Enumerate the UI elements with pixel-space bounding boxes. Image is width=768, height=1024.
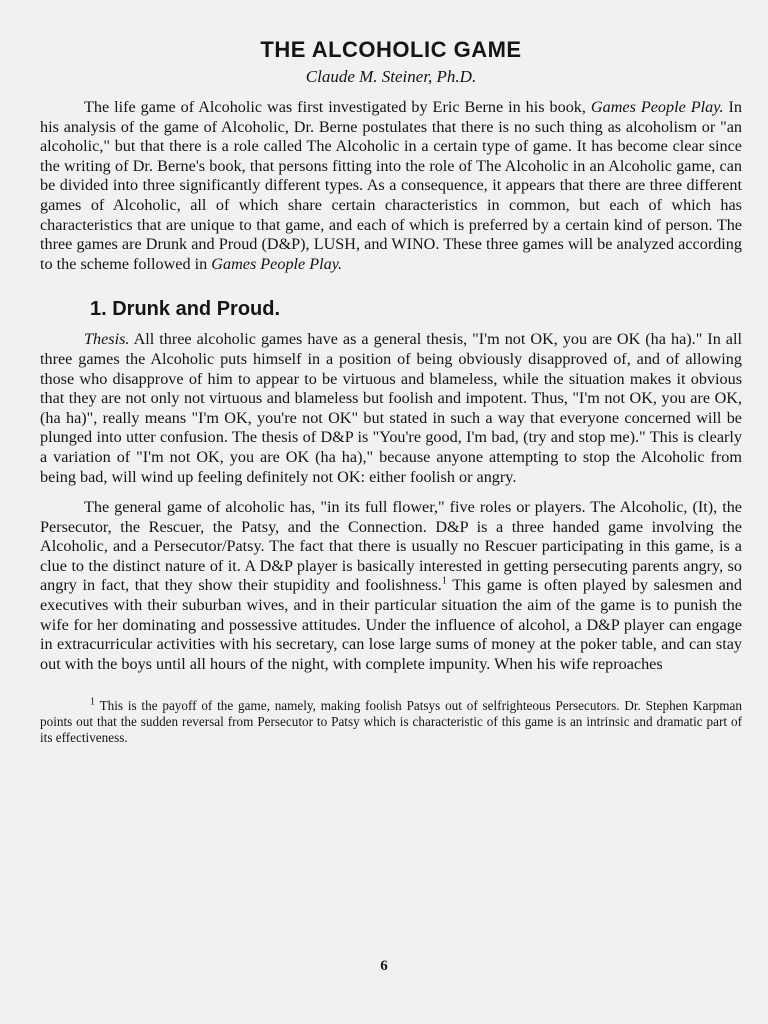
book-title: Games People Play. [590, 98, 724, 116]
roles-text-b: This game is often played by salesmen and executives with their suburban wives, and in their particular situation the aim of the game is to punish the wife for her dominating and possessive attitudes. Under the influence of alcohol, a D&P player can engage in extracurricular activities with his secretary, can lose large sums of money at the poker table, and can stay out with the boys until all hours of the night, with complete impunity. When his wife reproaches [40, 576, 742, 673]
page-content [40, 36, 742, 746]
footnote-text: This is the payoff of the game, namely, making foolish Patsys out of selfrighteous Persecutors. Dr. Stephen Karpman points out that the sudden reversal from Persecutor to Patsy which is characteristic of this game is an intrinsic and dramatic part of its effectiveness. [40, 698, 743, 746]
intro-paragraph [40, 98, 742, 274]
footnote-ref: 1 [441, 576, 447, 588]
thesis-paragraph [40, 330, 742, 487]
section-heading: 1. Drunk and Proud. [90, 298, 281, 321]
footnote [40, 698, 742, 746]
thesis-text: All three alcoholic games have as a general thesis, "I'm not OK, you are OK (ha ha)." In all three games the Alcoholic puts himself in a position of being obviously disapproved of, and of allowing those who disapprove of him to appear to be virtuous and blameless, while the situation makes it obvious that they are not only not virtuous and blameless but foolish and impotent. Thus, "I'm not OK, you are OK, (ha ha)", really means "I'm OK, you're not OK" but stated in such a way that everyone concerned will be plunged into utter confusion. The thesis of D&P is "You're good, I'm bad, (try and stop me)." This is clearly a variation of "I'm not OK, you are OK (ha ha)," because anyone attempting to stop the Alcoholic from being bad, will wind up feeling definitely not OK: either foolish or angry. [40, 330, 742, 486]
footnote-number: 1 [90, 697, 95, 709]
book-title-2: Games People Play. [211, 254, 343, 273]
page-number: 6 [380, 958, 388, 974]
intro-text-b: In his analysis of the game of Alcoholic, Dr. Berne postulates that there is no such thing as alcoholism or "an alcoholic," but that there is a role called The Alcoholic in a certain type of game. It has become clear since the writing of Dr. Berne's book, that persons fitting into the role of The Alcoholic in an Alcoholic game, can be divided into three significantly different types. As a consequence, it appears that there are three different games of Alcoholic, all of which share certain characteristics in common, but each of which has characteristics that are unique to that game, and each of which is preferred by a certain kind of person. The three games are Drunk and Proud (D&P), LUSH, and WINO. These three games will be analyzed according to the scheme followed in [40, 98, 743, 273]
roles-text-a: The general game of alcoholic has, "in its full flower," five roles or players. The Alcoholic, (It), the Persecutor, the Rescuer, the Patsy, and the Connection. D&P is a three handed game involving the Alcoholic, and a Persecutor/Patsy. The fact that there is usually no Rescuer participating in this game, is a clue to the distinct nature of it. A D&P player is basically interested in getting persecuting parents angry, so angry in fact, that they show their stupidity and foolishness. [40, 498, 742, 595]
roles-paragraph [40, 498, 742, 674]
thesis-label: Thesis. [84, 330, 130, 349]
article-author: Claude M. Steiner, Ph.D. [305, 67, 477, 86]
intro-text-a: The life game of Alcoholic was first investigated by Eric Berne in his book, [84, 98, 586, 116]
article-title: THE ALCOHOLIC GAME [260, 37, 522, 62]
